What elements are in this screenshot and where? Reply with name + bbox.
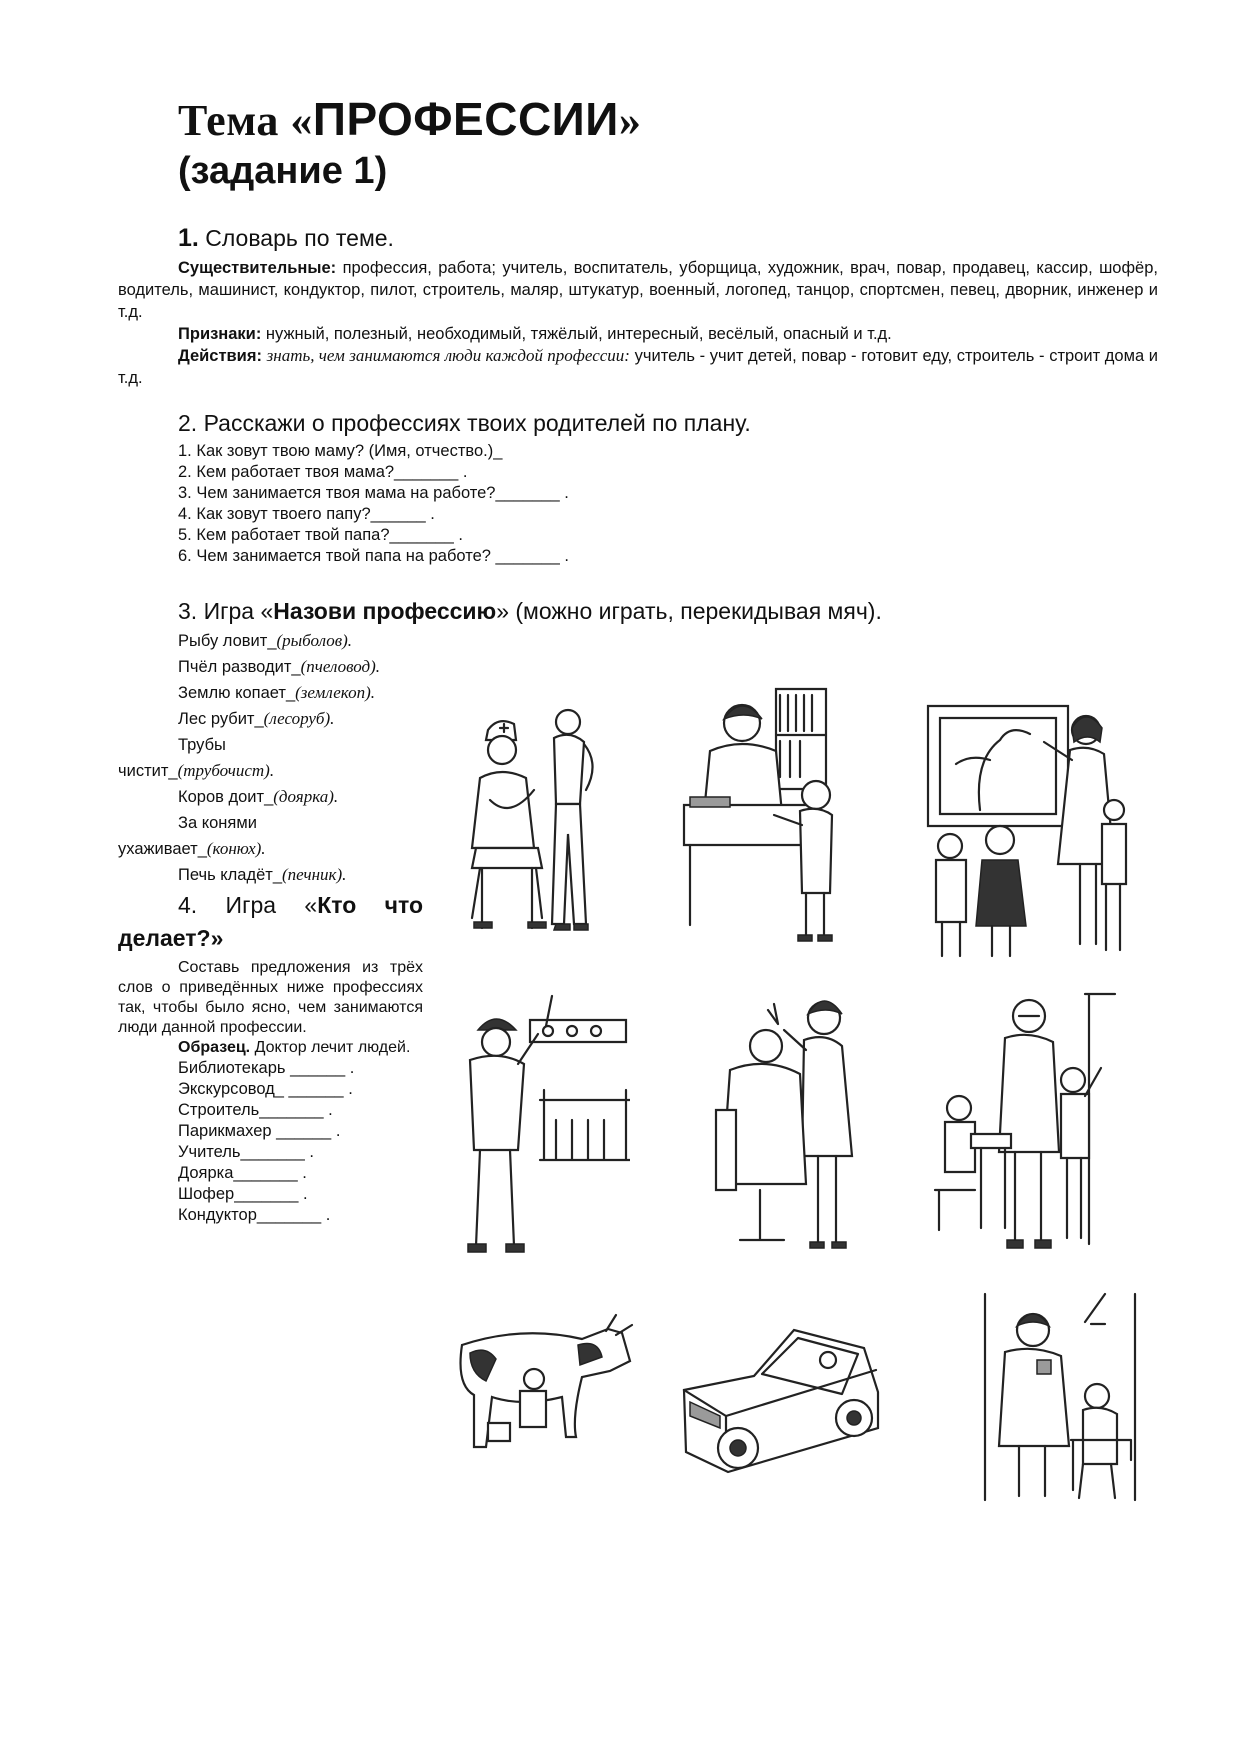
title-suffix: » xyxy=(618,96,642,145)
game-line xyxy=(118,706,428,732)
question-item: 5. Кем работает твой папа?_______ . xyxy=(178,526,463,544)
game-line xyxy=(118,862,428,888)
section1-heading-text: Словарь по теме. xyxy=(205,225,394,251)
question-item: 6. Чем занимается твой папа на работе? _______ . xyxy=(178,547,569,565)
section-parents xyxy=(118,410,1158,567)
game-line-text: Лес рубит_ xyxy=(178,710,264,728)
driver-icon xyxy=(678,1320,888,1480)
game-line xyxy=(118,732,428,758)
page-subtitle: (задание 1) xyxy=(178,150,388,192)
game-line xyxy=(118,758,428,784)
hairdresser-icon xyxy=(700,990,870,1260)
profession-item: Кондуктор_______ . xyxy=(178,1206,331,1224)
game-line-text: Рыбу ловит_ xyxy=(178,632,277,650)
section-who-does-what xyxy=(118,888,423,1226)
section4-heading-bold-1: Кто что xyxy=(317,892,423,918)
section4-instruction: Составь предложения из трёх слов о приведённых ниже профессиях так, чтобы было ясно, чем занимаются люди данной профессии. xyxy=(118,959,423,1036)
guide-icon xyxy=(920,700,1130,962)
title-prefix: Тема « xyxy=(178,96,313,145)
section3-heading-bold: Назови профессию xyxy=(273,598,497,624)
game-line-answer: (конюх). xyxy=(206,839,266,858)
game-line-text: Землю копает_ xyxy=(178,684,296,702)
actions-paragraph xyxy=(118,345,1158,389)
signs-label: Признаки: xyxy=(178,325,262,343)
nouns-text: профессия, работа; учитель, воспитатель, уборщица, художник, врач, повар, продавец, кассир, шофёр, водитель, машинист, кондуктор, пилот, строитель, маляр, штукатур, военный, логопед, танцор, спортсмен, певец, дворник, инженер и т.д. xyxy=(118,259,1158,321)
actions-text: учитель - учит детей, повар - готовит еду, строитель - строит дома и т.д. xyxy=(118,347,1159,387)
section4-heading-line2 xyxy=(118,922,423,954)
game-line-text: Коров доит_ xyxy=(178,788,274,806)
game-line-answer: (землекоп). xyxy=(295,683,376,702)
signs-paragraph xyxy=(118,323,1158,345)
actions-label: Действия: xyxy=(178,347,262,365)
game-line xyxy=(118,784,428,810)
game-line xyxy=(118,680,428,706)
profession-item: Доярка_______ . xyxy=(178,1164,307,1182)
librarian-icon xyxy=(680,685,870,945)
game-line-text: ухаживает_ xyxy=(118,840,207,858)
game-line-answer: (лесоруб). xyxy=(263,709,335,728)
section3-heading-b: » (можно играть, перекидывая мяч). xyxy=(496,598,882,624)
doctor-icon xyxy=(460,700,620,940)
game-line-answer: (доярка). xyxy=(273,787,339,806)
sample-label: Образец. xyxy=(178,1039,251,1056)
nouns-label: Существительные: xyxy=(178,259,337,277)
game-line-answer: (рыболов). xyxy=(276,631,352,650)
section4-heading-a: 4. Игра « xyxy=(178,892,318,918)
profession-item: Библиотекарь ______ . xyxy=(178,1059,355,1077)
profession-item: Шофер_______ . xyxy=(178,1185,308,1203)
game-line-text: За конями xyxy=(178,814,257,832)
page-title xyxy=(178,92,641,146)
section4-heading-line1 xyxy=(118,888,423,922)
game-line-text: чистит_ xyxy=(118,762,178,780)
question-item: 2. Кем работает твоя мама?_______ . xyxy=(178,463,468,481)
game-line-text: Пчёл разводит_ xyxy=(178,658,301,676)
teacher-icon xyxy=(925,990,1125,1260)
section3-heading xyxy=(178,598,882,625)
game-line xyxy=(118,810,428,836)
question-item: 1. Как зовут твою маму? (Имя, отчество.)_ xyxy=(178,442,503,460)
profession-item: Парикмахер ______ . xyxy=(178,1122,341,1140)
game-line-text: Трубы xyxy=(178,736,226,754)
game-name-profession xyxy=(118,628,428,888)
game-line xyxy=(118,654,428,680)
nouns-paragraph xyxy=(118,257,1158,323)
game-line-text: Печь кладёт_ xyxy=(178,866,283,884)
milkmaid-icon xyxy=(448,1305,648,1455)
conductor-icon xyxy=(975,1290,1145,1505)
section4-heading-b: » xyxy=(210,925,224,951)
section4-sample xyxy=(118,1038,423,1058)
profession-item: Учитель_______ . xyxy=(178,1143,314,1161)
game-line-answer: (трубочист). xyxy=(177,761,275,780)
sample-text: Доктор лечит людей. xyxy=(254,1039,411,1056)
section3-heading-a: 3. Игра « xyxy=(178,598,274,624)
question-item: 3. Чем занимается твоя мама на работе?_______ . xyxy=(178,484,569,502)
section1-number: 1. xyxy=(178,224,199,252)
game-line xyxy=(118,836,428,862)
game-line-answer: (пчеловод). xyxy=(300,657,381,676)
actions-italic: знать, чем занимаются люди каждой профессии: xyxy=(266,346,630,365)
game-line xyxy=(118,628,428,654)
question-item: 4. Как зовут твоего папу?______ . xyxy=(178,505,435,523)
builder-icon xyxy=(460,990,630,1260)
title-main: ПРОФЕССИИ xyxy=(312,93,619,145)
signs-text: нужный, полезный, необходимый, тяжёлый, интересный, весёлый, опасный и т.д. xyxy=(265,325,892,343)
section-vocabulary xyxy=(118,224,1158,389)
section1-heading xyxy=(118,224,1158,253)
profession-item: Экскурсовод_ ______ . xyxy=(178,1080,353,1098)
section4-heading-bold-2: делает? xyxy=(118,925,211,951)
game-line-answer: (печник). xyxy=(282,865,347,884)
section2-heading: 2. Расскажи о профессиях твоих родителей по плану. xyxy=(178,410,751,436)
profession-item: Строитель_______ . xyxy=(178,1101,333,1119)
